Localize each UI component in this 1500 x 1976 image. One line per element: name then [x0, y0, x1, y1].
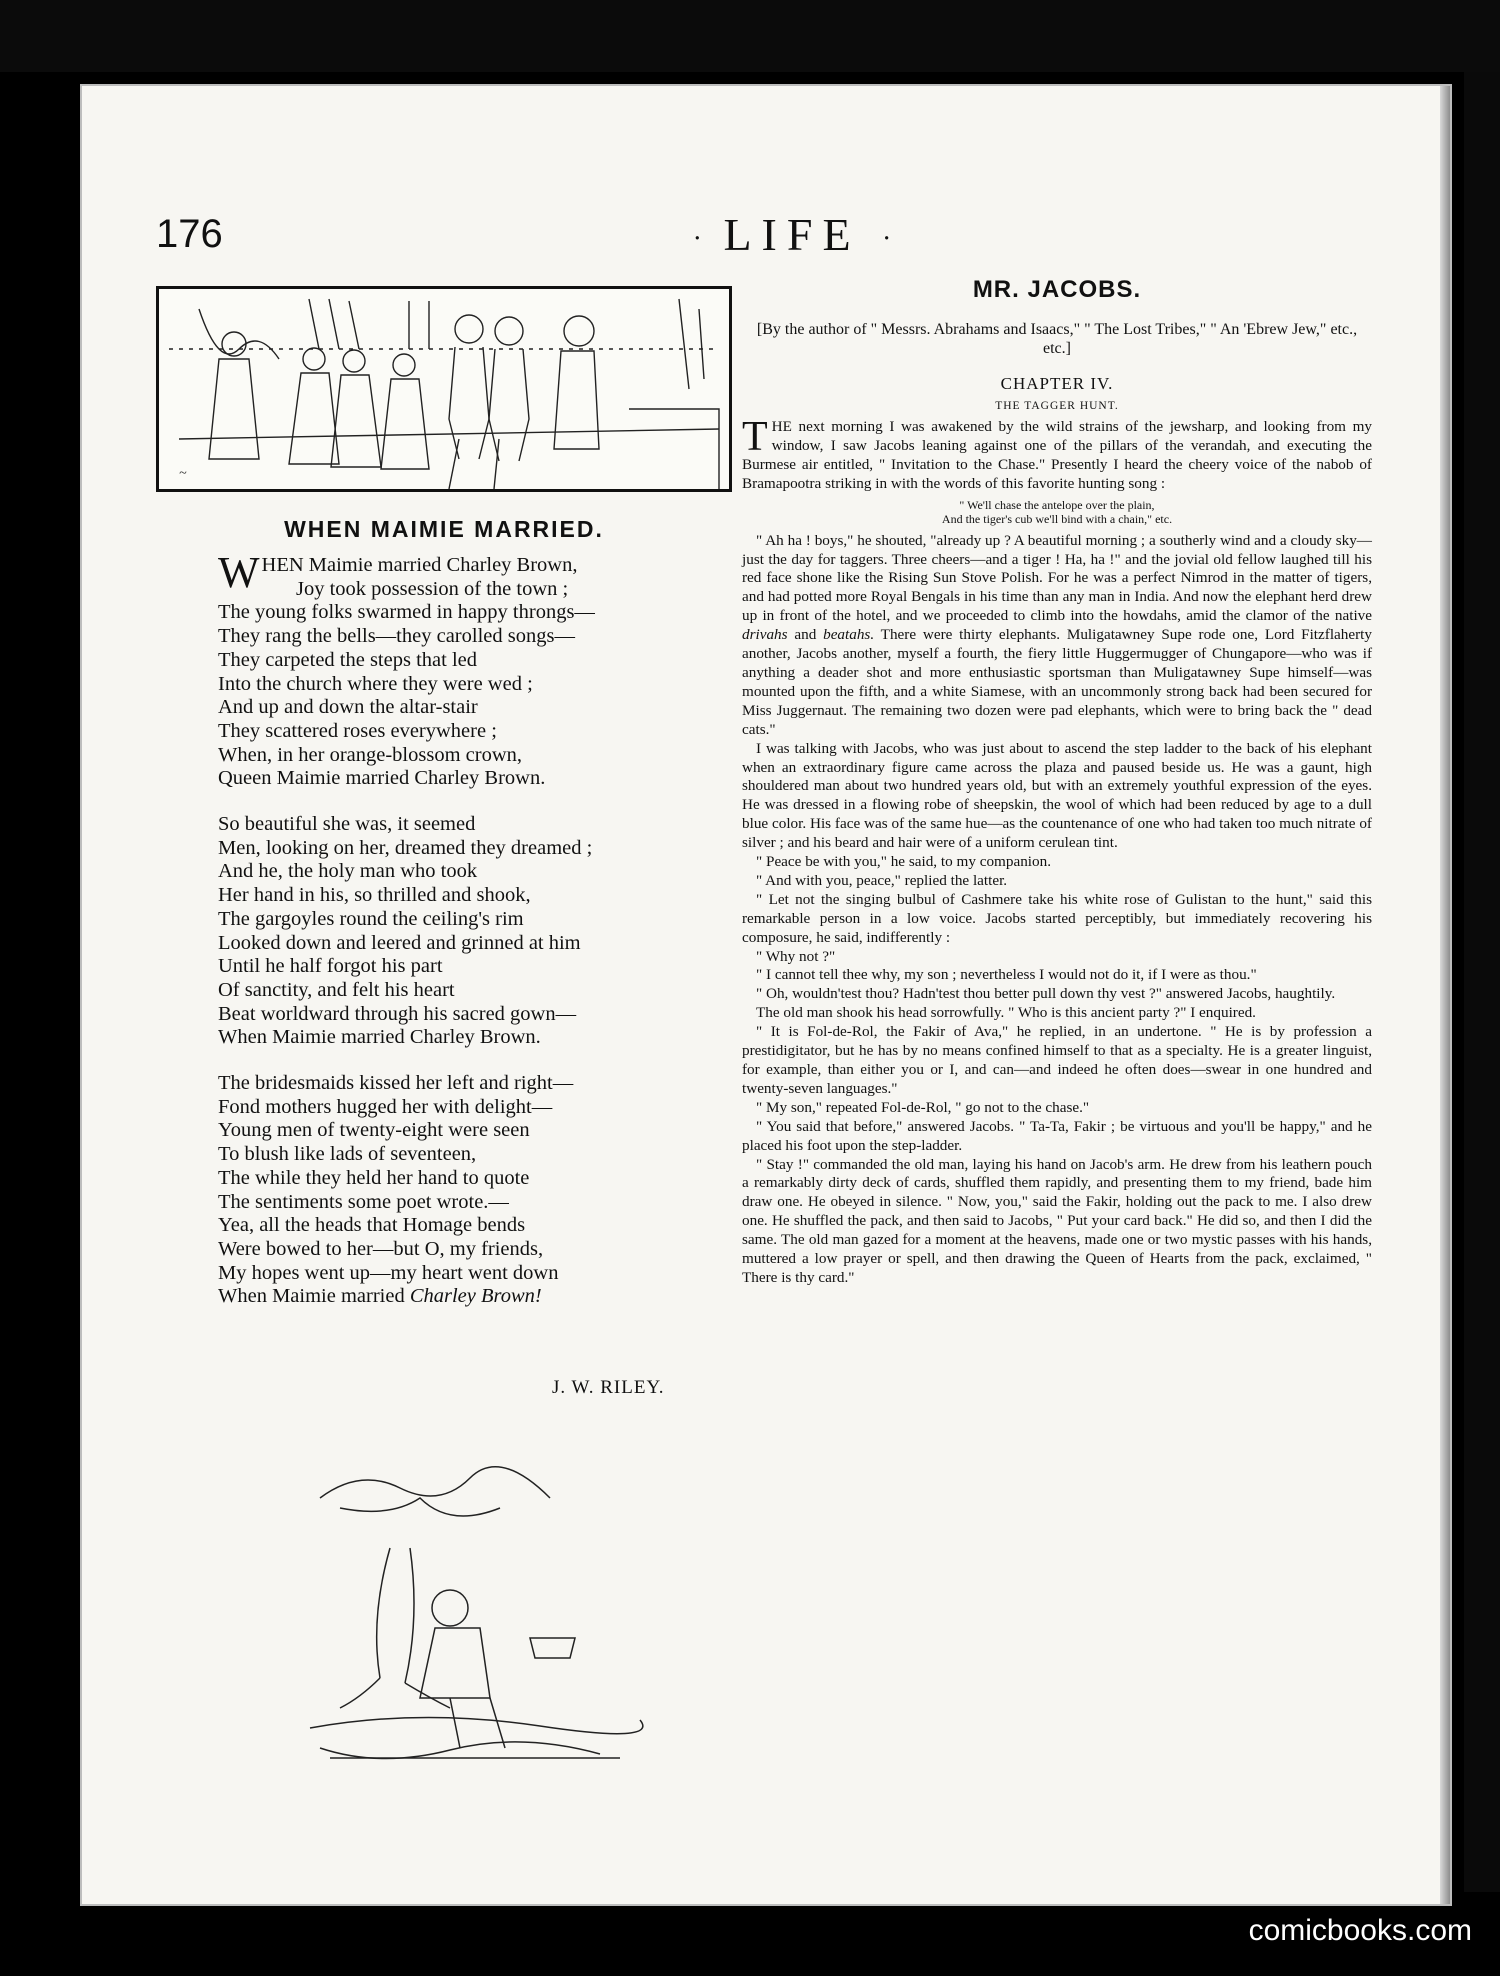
story-paragraph-text: HE next morning I was awakened by the wild strains of the jewsharp, and looking from my window, I saw Jacobs leaning against one of the pillars of the verandah, and executing the Burmese air entitled, " Invitation to the Chase." Presently I heard the cheery voice of the nabob of Bramapootra striking in with the words of this favorite hunting song :: [742, 418, 1372, 492]
story-column: [742, 276, 1372, 1288]
poem-line: The young folks swarmed in happy throngs—: [218, 601, 595, 624]
masthead: [582, 208, 1002, 261]
poem-line: Until he half forgot his part: [218, 955, 443, 978]
poem-stanza-3: [218, 1072, 758, 1309]
poem-line: They scattered roses everywhere ;: [218, 719, 497, 742]
story-byline: [By the author of " Messrs. Abrahams and Isaacs," " The Lost Tribes," " An 'Ebrew Jew," etc., etc.]: [756, 321, 1358, 357]
page-edge: [1440, 86, 1450, 1904]
poem-line: The gargoyles round the ceiling's rim: [218, 907, 524, 930]
tree-sketch: [300, 1458, 650, 1794]
poem-line: Looked down and leered and grinned at him: [218, 931, 581, 954]
story-paragraph: " Peace be with you," he said, to my companion.: [756, 853, 1051, 871]
story-paragraph: " You said that before," answered Jacobs. " Ta-Ta, Fakir ; be virtuous and you'll be happy," and he placed his foot upon the step-ladder.: [742, 1117, 1372, 1154]
verse-line: " We'll chase the antelope over the plain,: [959, 497, 1155, 512]
story-paragraph: " My son," repeated Fol-de-Rol, " go not to the chase.": [756, 1098, 1090, 1116]
poem-line: They carpeted the steps that led: [218, 648, 477, 671]
story-paragraph: " Why not ?": [756, 947, 836, 965]
story-paragraph-text: and: [787, 626, 824, 644]
poem-line: So beautiful she was, it seemed: [218, 813, 476, 836]
story-paragraph-text: " Ah ha ! boys," he shouted, "already up ? A beautiful morning ; a southerly wind and a cloudy sky—just the day for taggers. Three cheers—and a tiger ! Ha, ha !" and the jovial old fellow laughed till his red face shone like the Rising Sun Stove Polish. For he was a perfect Nimrod in the matter of tigers, and had potted more Royal Bengals in his time than any man in India. And now the elephant herd drew up in front of the hotel, and we proceeded to climb into the howdahs, amid the clamor of the native: [742, 531, 1372, 625]
poem-line: Queen Maimie married Charley Brown.: [218, 767, 546, 790]
verse-line: And the tiger's cub we'll bind with a chain," etc.: [941, 511, 1173, 526]
poem-line: They rang the bells—they carolled songs—: [218, 625, 575, 648]
chapter-heading: CHAPTER IV.: [1000, 374, 1114, 393]
poem-line: Were bowed to her—but O, my friends,: [218, 1237, 544, 1260]
story-paragraph: " Stay !" commanded the old man, laying his hand on Jacob's arm. He drew from his leathern pouch a remarkably dirty deck of cards, shuffled them rapidly, and presenting them to my friend, bade him draw one. He obeyed in silence. " Now, you," said the Fakir, holding out the pack to me. I also drew one. He shuffled the pack, and then said to Jacobs, " Put your card back." He did so, and then I did the same. The old man gazed for a moment at the heavens, made one or two mystic passes with his hands, muttered a low prayer or spell, and then drawing the Queen of Hearts from the pack, exclaimed, " There is thy card.": [742, 1155, 1372, 1286]
story-paragraph: " Oh, wouldn'test thou? Hadn'test thou better pull down thy vest ?" answered Jacobs, haughtily.: [756, 985, 1336, 1003]
site-watermark: comicbooks.com: [1248, 1914, 1472, 1947]
story-paragraph: " It is Fol-de-Rol, the Fakir of Ava," he replied, in an undertone. " He is by profession a prestidigitator, but he has by no means confined himself to that as a specialty. He is a greater linguist, for example, than either you or I, and can—and indeed he often does—swear in one hundred and twenty-seven languages.": [742, 1023, 1372, 1097]
poem-line: The sentiments some poet wrote.—: [218, 1190, 509, 1213]
poem-line: To blush like lads of seventeen,: [218, 1143, 477, 1166]
poem-line: Men, looking on her, dreamed they dreamed ;: [218, 836, 593, 859]
story-paragraph: [742, 414, 1372, 494]
poem-line: My hopes went up—my heart went down: [218, 1261, 559, 1284]
poem-line: The bridesmaids kissed her left and right—: [218, 1072, 574, 1095]
story-paragraph: " And with you, peace," replied the latter.: [756, 871, 1008, 889]
scan-border-right: [1464, 72, 1500, 1892]
story-paragraph: I was talking with Jacobs, who was just about to ascend the step ladder to the back of his elephant when an extraordinary figure came across the plaza and paused beside us. He was a gaunt, high shouldered man about two hundred years old, but with an extremely youthful expression of the eyes. He was dressed in a flowing robe of sheepskin, the wool of which had been reduced by age to a dull blue color. His face was of the same hue—as the countenance of one who had taken too much nitrate of silver ; and his beard and hair were of a uniform cerulean tint.: [742, 739, 1372, 852]
song-verse: [742, 498, 1372, 526]
story-body: [742, 414, 1372, 1288]
chapter-subhead: THE TAGGER HUNT.: [995, 400, 1119, 412]
poem-last-line-italic: Charley Brown!: [409, 1285, 542, 1308]
poem-stanza-1: [218, 548, 758, 791]
masthead-dot-right: ·: [882, 223, 892, 255]
poem-line: Beat worldward through his sacred gown—: [218, 1002, 577, 1025]
italic-word: drivahs: [742, 626, 788, 644]
magazine-page: [80, 84, 1452, 1906]
svg-text:~: ~: [179, 466, 187, 481]
scan-border-top: [0, 0, 1500, 72]
story-paragraph-text: There were thirty elephants. Muligatawney Supe rode one, Lord Fitzflaherty another, Jacobs another, myself a fourth, the fiery little Huggermugger of Chungapore—who was if anything a deader shot and more enthusiastic sportsman than Muligatawney Supe himself—was mounted upon the fifth, and a white Siamese, with an uncommonly strong back had been secured for Miss Juggernaut. The remaining two dozen were pad elephants, which were to bring back the " dead cats.": [742, 626, 1372, 738]
poem-line: Joy took possession of the town ;: [296, 577, 569, 600]
poem-line: And he, the holy man who took: [218, 860, 478, 883]
poem-line: The while they held her hand to quote: [218, 1166, 530, 1189]
poem-line: When Maimie married Charley Brown.: [218, 1026, 541, 1049]
masthead-dot-left: ·: [692, 223, 702, 255]
poem-stanza-2: [218, 813, 758, 1050]
poem-line: Into the church where they were wed ;: [218, 672, 533, 695]
story-paragraph: " I cannot tell thee why, my son ; nevertheless I would not do it, if I were as thou.": [756, 966, 1257, 984]
poem-line: Of sanctity, and felt his heart: [218, 978, 455, 1001]
poem-line: Fond mothers hugged her with delight—: [218, 1095, 553, 1118]
poem-last-line: [218, 1285, 758, 1309]
wedding-cartoon: [156, 286, 732, 492]
poem-author: J. W. RILEY.: [552, 1377, 665, 1398]
poem-line: When, in her orange-blossom crown,: [218, 743, 522, 766]
poem-drop-cap: W: [218, 548, 260, 597]
masthead-title: LIFE: [723, 209, 861, 260]
poem-last-line-text: When Maimie married: [218, 1285, 410, 1308]
poem-line: Yea, all the heads that Homage bends: [218, 1214, 526, 1237]
story-paragraph: The old man shook his head sorrowfully. " Who is this ancient party ?" I enquired.: [756, 1004, 1256, 1022]
story-paragraph: " Let not the singing bulbul of Cashmere take his white rose of Gulistan to the hunt," said this remarkable person in a low voice. Jacobs started perceptibly, but immediately recovering his composure, he said, indifferently :: [742, 890, 1372, 946]
italic-word: beatahs.: [823, 626, 875, 644]
poem-title: WHEN MAIMIE MARRIED.: [284, 516, 604, 542]
wedding-illustration: [159, 289, 729, 489]
story-drop-cap: T: [742, 414, 768, 460]
story-title: MR. JACOBS.: [972, 276, 1142, 303]
tree-illustration: [300, 1458, 650, 1794]
poem-line: Her hand in his, so thrilled and shook,: [218, 884, 531, 907]
page-number: 176: [156, 212, 223, 256]
poem-body: [218, 548, 758, 1331]
poem-line: And up and down the altar-stair: [218, 696, 478, 719]
poem-line: Young men of twenty-eight were seen: [218, 1119, 530, 1142]
story-paragraph: [742, 532, 1372, 740]
poem-line: HEN Maimie married Charley Brown,: [261, 554, 578, 576]
